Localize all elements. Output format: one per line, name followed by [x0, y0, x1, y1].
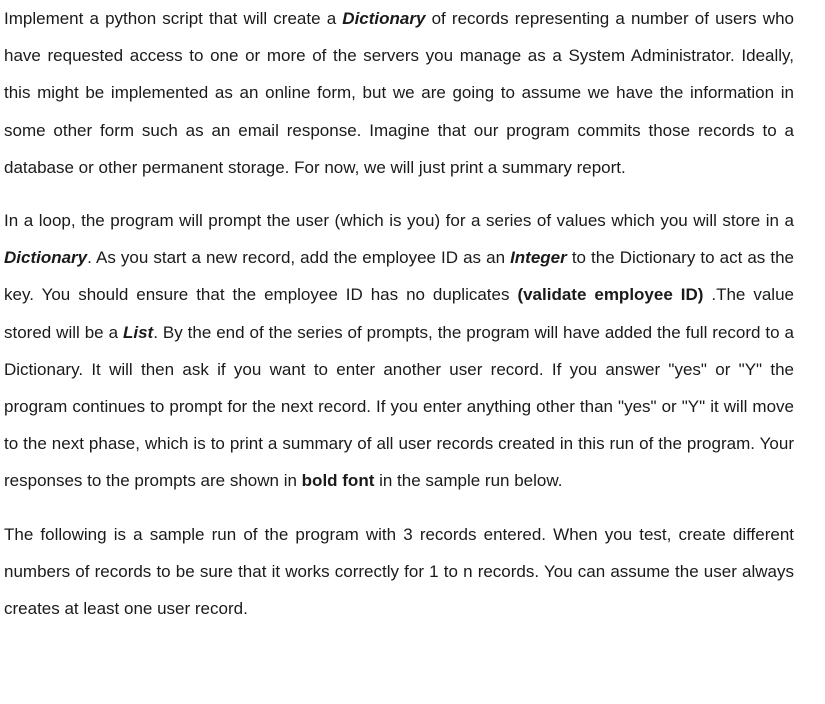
paragraph-loop-description — [4, 202, 794, 500]
document-body — [4, 0, 794, 627]
paragraph-intro — [4, 0, 794, 186]
text-segment: The following is a sample run of the program with 3 records entered. When you test, create different numbers of records to be sure that it works correctly for 1 to n records. You can assume the user always creates at least one user record. — [4, 524, 794, 619]
text-segment: .The value stored will be a — [4, 285, 794, 342]
text-segment: . By the end of the series of prompts, the program will have added the full record to a Dictionary. It will then ask if you want to enter another user record. If you answer "yes" or "Y" the program continues to prompt for the next record. If you enter anything other than "yes" or "Y" it will move to the next phase, which is to print a summary of all user records created in this run of the program. Your responses to the prompts are shown in — [4, 322, 794, 491]
text-segment: In a loop, the program will prompt the user (which is you) for a series of values which you will store in a — [4, 211, 794, 231]
text-segment: to the Dictionary to act as the key. You should ensure that the employee ID has no duplicates — [4, 248, 794, 305]
text-segment: . As you start a new record, add the employee ID as an — [87, 248, 511, 268]
text-segment: Implement a python script that will create a — [4, 9, 343, 28]
emphasis-dictionary: Dictionary — [342, 9, 426, 28]
text-segment: of records representing a number of users who have requested access to one or more of the servers you manage as a System Administrator. Ideally, this might be implemented as an online form, but we are going to assume we have the information in some other form such as an email response. Imagine that our program commits those records to a database or other permanent storage. For now, we will just print a summary report. — [4, 9, 794, 177]
paragraph-sample-run — [4, 516, 794, 628]
emphasis-integer: Integer — [510, 248, 567, 268]
text-segment: in the sample run below. — [374, 471, 563, 491]
emphasis-validate-employee-id: (validate employee ID) — [517, 285, 704, 305]
emphasis-bold-font: bold font — [301, 471, 375, 491]
emphasis-list: List — [122, 322, 154, 342]
emphasis-dictionary: Dictionary — [4, 248, 88, 268]
